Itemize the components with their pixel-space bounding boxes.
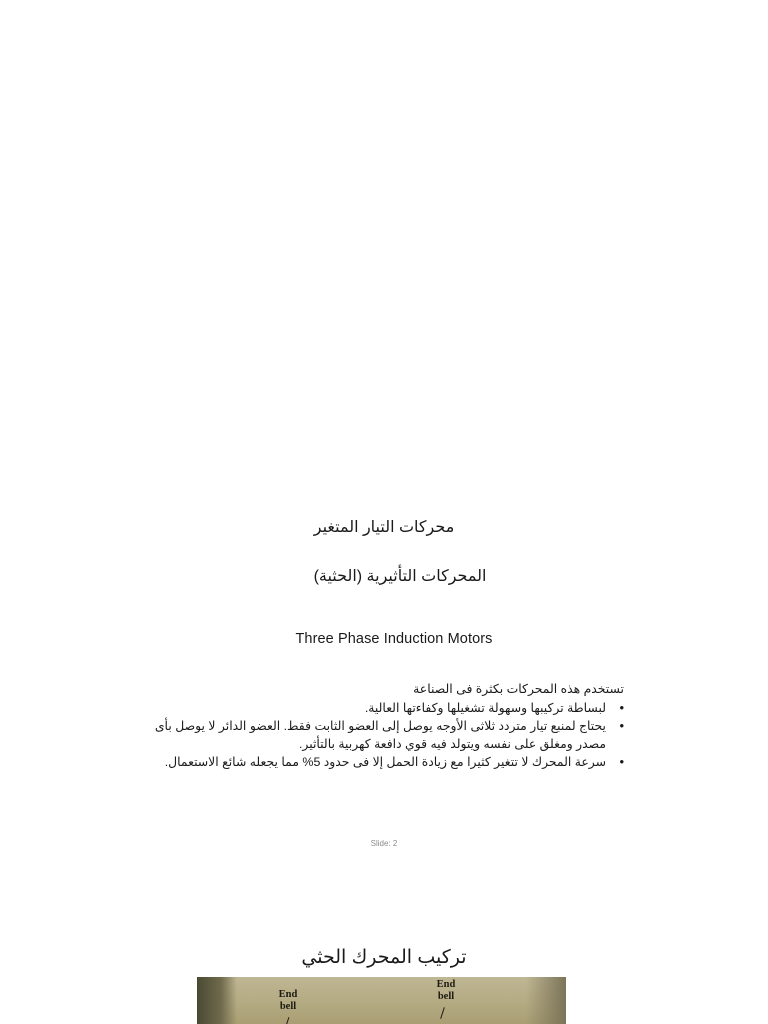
photo-label-line: End [436,979,456,990]
english-title: Three Phase Induction Motors [295,631,493,647]
leader-line [440,1007,445,1019]
photo-label-line: bell [437,991,455,1002]
bullet-list [124,699,624,771]
intro-paragraph: تستخدم هذه المحركات بكثرة فى الصناعة [413,682,624,696]
photo-label-line: End [278,989,298,1000]
bullet-item [124,717,624,753]
bullet-icon: • [619,754,624,769]
bullet-text: سرعة المحرك لا تتغير كثيرا مع زيادة الحمل إلا فى حدود 5% مما يجعله شائع الاستعمال. [164,755,606,769]
page-title: محركات التيار المتغير [313,519,455,536]
photo-shadow-left [197,977,237,1024]
section-heading: تركيب المحرك الحثي [301,947,467,968]
leader-line [286,1017,290,1024]
slide-number: Slide: 2 [370,839,398,848]
body-text-block [124,680,624,771]
page-subtitle: المحركات التأثيرية (الحثية) [313,568,487,585]
bullet-text: لبساطة تركيبها وسهولة تشغيلها وكفاءتها العالية. [364,701,606,715]
bullet-text: يحتاج لمنبع تيار متردد ثلاثى الأوجه يوصل إلى العضو الثابت فقط. العضو الدائر لا يوصل بأى مصدر ومغلق على نفسه ويتولد فيه قوي دافعة كهربية بالتأثير. [154,719,606,751]
bullet-item [124,699,624,717]
photo-label-line: bell [279,1001,297,1012]
photo-label-end-bell [433,979,459,1003]
bullet-icon: • [619,700,624,715]
motor-photo [197,977,566,1024]
photo-label-end-bell [275,989,301,1013]
bullet-icon: • [619,718,624,733]
photo-shadow-right [526,977,566,1024]
bullet-item [124,753,624,771]
